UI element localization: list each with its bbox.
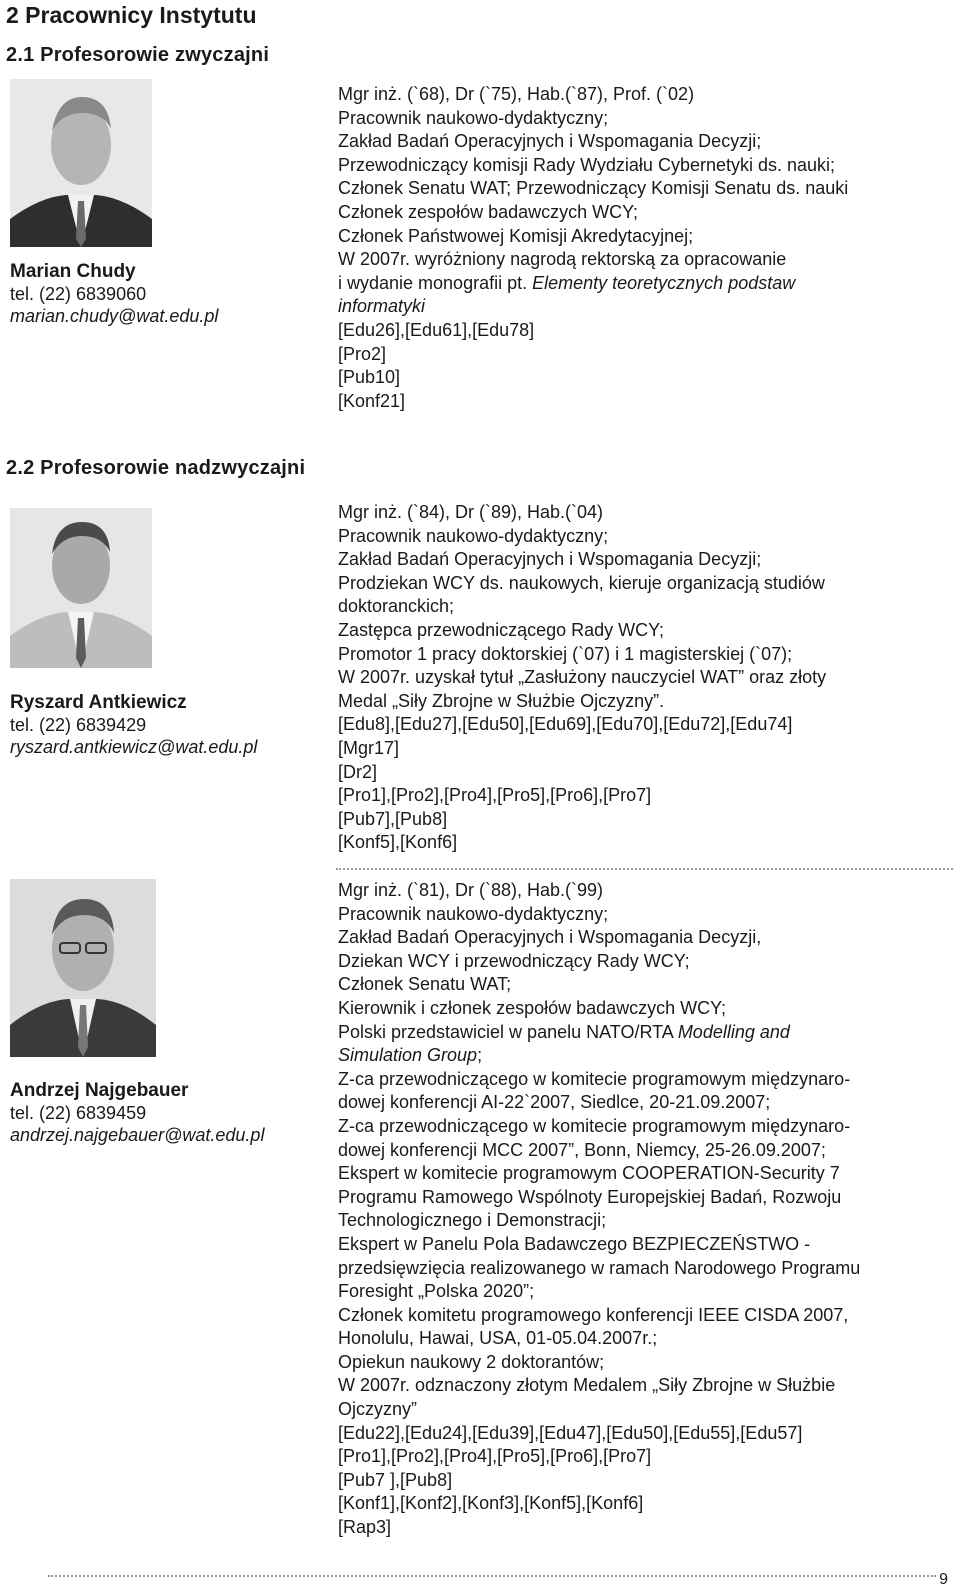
bio-line	[338, 950, 958, 974]
bio-text: Z-ca przewodniczącego w komitecie programowym międzynaro-	[338, 1115, 851, 1136]
bio-block	[338, 501, 958, 855]
bio-line	[338, 154, 958, 178]
bio-text: Ojczyzny”	[338, 1399, 418, 1420]
portrait-photo-andrzej-najgebauer	[10, 879, 156, 1057]
bio-text: Medal „Siły Zbrojne w Służbie Ojczyzny”.	[338, 690, 665, 711]
bio-text: Zakład Badań Operacyjnych i Wspomagania Decyzji;	[338, 131, 762, 152]
bio-text: [Pro1],[Pro2],[Pro4],[Pro5],[Pro6],[Pro7]	[338, 1446, 652, 1467]
bio-line	[338, 225, 958, 249]
bio-text: [Edu26],[Edu61],[Edu78]	[338, 319, 535, 340]
bio-text: Foresight „Polska 2020”;	[338, 1281, 535, 1302]
bio-line	[338, 1351, 958, 1375]
email-address: marian.chudy@wat.edu.pl	[10, 306, 219, 326]
bio-line	[338, 390, 958, 414]
bio-text: ;	[477, 1045, 483, 1066]
bio-line	[338, 1021, 958, 1045]
bio-line	[338, 83, 958, 107]
bio-line	[338, 366, 958, 390]
bio-text: Pracownik naukowo-dydaktyczny;	[338, 903, 609, 924]
bio-line	[338, 295, 958, 319]
bio-line	[338, 690, 958, 714]
bio-text: [Edu22],[Edu24],[Edu39],[Edu47],[Edu50],[Edu55],[Edu57]	[338, 1422, 803, 1443]
portrait-photo-icon	[10, 508, 152, 668]
bio-text: Elementy teoretycznych podstaw	[532, 272, 796, 293]
bio-text: [Pro2]	[338, 343, 387, 364]
bio-line	[338, 997, 958, 1021]
bio-line	[338, 1186, 958, 1210]
bio-line	[338, 737, 958, 761]
bio-line	[338, 713, 958, 737]
bio-text: Członek Senatu WAT;	[338, 974, 512, 995]
bio-text: [Edu8],[Edu27],[Edu50],[Edu69],[Edu70],[Edu72],[Edu74]	[338, 714, 793, 735]
bio-text: [Dr2]	[338, 761, 378, 782]
bio-line	[338, 1233, 958, 1257]
bio-line	[338, 1209, 958, 1233]
subsection-title-associate-professors: 2.2 Profesorowie nadzwyczajni	[6, 457, 306, 479]
bio-line	[338, 1422, 958, 1446]
bio-line	[338, 666, 958, 690]
bio-line	[338, 1280, 958, 1304]
bio-text: [Pub7],[Pub8]	[338, 808, 448, 829]
bio-line	[338, 1516, 958, 1540]
page-number: 9	[939, 1571, 948, 1588]
bio-text: informatyki	[338, 296, 426, 317]
bio-line	[338, 1257, 958, 1281]
bio-line	[338, 107, 958, 131]
bio-line	[338, 619, 958, 643]
bio-text: Mgr inż. (`68), Dr (`75), Hab.(`87), Prof. (`02)	[338, 84, 695, 104]
bio-line	[338, 1068, 958, 1092]
bio-text: Pracownik naukowo-dydaktyczny;	[338, 107, 609, 128]
bio-line	[338, 761, 958, 785]
bio-text: Mgr inż. (`84), Dr (`89), Hab.(`04)	[338, 502, 604, 522]
bio-line	[338, 177, 958, 201]
bio-line	[338, 1304, 958, 1328]
bio-line	[338, 1398, 958, 1422]
person-name: Andrzej Najgebauer	[10, 1080, 189, 1101]
bio-text: dowej konferencji AI-22`2007, Siedlce, 20-21.09.2007;	[338, 1092, 771, 1113]
bio-text: Ekspert w komitecie programowym COOPERATION-Security 7	[338, 1163, 840, 1184]
bio-line	[338, 1445, 958, 1469]
bio-block	[338, 879, 958, 1540]
bio-line	[338, 595, 958, 619]
bio-line	[338, 248, 958, 272]
portrait-photo-icon	[10, 79, 152, 247]
bio-text: [Rap3]	[338, 1517, 392, 1538]
bio-text: W 2007r. uzyskał tytuł „Zasłużony nauczyciel WAT” oraz złoty	[338, 667, 827, 688]
bio-text: [Konf21]	[338, 390, 406, 411]
bio-text: Opiekun naukowy 2 doktorantów;	[338, 1351, 605, 1372]
separator-dots	[336, 868, 953, 870]
bio-line	[338, 1091, 958, 1115]
bio-text: [Pro1],[Pro2],[Pro4],[Pro5],[Pro6],[Pro7]	[338, 785, 652, 806]
bio-line	[338, 973, 958, 997]
bio-text: Pracownik naukowo-dydaktyczny;	[338, 525, 609, 546]
bio-line	[338, 1139, 958, 1163]
bio-text: Członek Senatu WAT; Przewodniczący Komisji Senatu ds. nauki	[338, 178, 849, 199]
contact-card	[10, 261, 218, 327]
bio-line	[338, 808, 958, 832]
subsection-title-full-professors: 2.1 Profesorowie zwyczajni	[6, 44, 270, 66]
bio-line	[338, 548, 958, 572]
bio-line	[338, 130, 958, 154]
footer-separator-dots	[48, 1575, 936, 1577]
email-address: andrzej.najgebauer@wat.edu.pl	[10, 1125, 265, 1145]
bio-text: [Konf5],[Konf6]	[338, 832, 458, 853]
bio-text: Prodziekan WCY ds. naukowych, kieruje organizacją studiów	[338, 572, 825, 593]
phone-number: tel. (22) 6839060	[10, 284, 147, 304]
bio-text: Zakład Badań Operacyjnych i Wspomagania Decyzji;	[338, 549, 762, 570]
person-name: Marian Chudy	[10, 261, 136, 282]
bio-text: Zakład Badań Operacyjnych i Wspomagania Decyzji,	[338, 927, 762, 948]
bio-text: Zastępca przewodniczącego Rady WCY;	[338, 619, 664, 640]
bio-line	[338, 1044, 958, 1068]
portrait-photo-marian-chudy	[10, 79, 152, 247]
bio-text: [Pub10]	[338, 367, 401, 388]
bio-line	[338, 879, 958, 903]
bio-text: Z-ca przewodniczącego w komitecie programowym międzynaro-	[338, 1068, 851, 1089]
bio-text: Honolulu, Hawai, USA, 01-05.04.2007r.;	[338, 1328, 658, 1349]
bio-line	[338, 926, 958, 950]
bio-text: Polski przedstawiciel w panelu NATO/RTA	[338, 1021, 678, 1042]
bio-line	[338, 1492, 958, 1516]
bio-text: Członek komitetu programowego konferencji IEEE CISDA 2007,	[338, 1304, 849, 1325]
bio-text: Promotor 1 pracy doktorskiej (`07) i 1 magisterskiej (`07);	[338, 643, 793, 664]
bio-text: Członek Państwowej Komisji Akredytacyjnej;	[338, 225, 694, 246]
bio-text: W 2007r. odznaczony złotym Medalem „Siły Zbrojne w Służbie	[338, 1375, 836, 1396]
portrait-photo-icon	[10, 879, 156, 1057]
bio-text: Programu Ramowego Wspólnoty Europejskiej Badań, Rozwoju	[338, 1186, 842, 1207]
portrait-photo-ryszard-antkiewicz	[10, 508, 152, 668]
bio-line	[338, 1469, 958, 1493]
bio-line	[338, 831, 958, 855]
bio-text: [Mgr17]	[338, 737, 400, 758]
bio-text: [Pub7 ],[Pub8]	[338, 1469, 453, 1490]
bio-line	[338, 643, 958, 667]
bio-line	[338, 784, 958, 808]
bio-text: doktoranckich;	[338, 596, 455, 617]
phone-number: tel. (22) 6839459	[10, 1103, 147, 1123]
section-title: 2 Pracownicy Instytutu	[6, 2, 257, 28]
bio-line	[338, 1327, 958, 1351]
bio-text: Kierownik i członek zespołów badawczych WCY;	[338, 997, 726, 1018]
bio-text: i wydanie monografii pt.	[338, 272, 533, 293]
bio-line	[338, 572, 958, 596]
bio-text: [Konf1],[Konf2],[Konf3],[Konf5],[Konf6]	[338, 1493, 644, 1514]
bio-text: Mgr inż. (`81), Dr (`88), Hab.(`99)	[338, 880, 604, 900]
phone-number: tel. (22) 6839429	[10, 715, 147, 735]
bio-line	[338, 343, 958, 367]
contact-card	[10, 692, 257, 758]
bio-text: Modelling and	[677, 1021, 790, 1042]
bio-line	[338, 1115, 958, 1139]
person-name: Ryszard Antkiewicz	[10, 692, 187, 713]
bio-text: Członek zespołów badawczych WCY;	[338, 201, 638, 222]
bio-text: Ekspert w Panelu Pola Badawczego BEZPIECZEŃSTWO -	[338, 1233, 811, 1254]
bio-text: Przewodniczący komisji Rady Wydziału Cybernetyki ds. nauki;	[338, 154, 836, 175]
bio-block	[338, 83, 958, 413]
bio-line	[338, 525, 958, 549]
bio-text: W 2007r. wyróżniony nagrodą rektorską za opracowanie	[338, 249, 787, 270]
bio-text: Technologicznego i Demonstracji;	[338, 1210, 607, 1231]
bio-line	[338, 272, 958, 296]
bio-line	[338, 903, 958, 927]
bio-line	[338, 1374, 958, 1398]
bio-line	[338, 201, 958, 225]
email-address: ryszard.antkiewicz@wat.edu.pl	[10, 737, 258, 757]
bio-text: Dziekan WCY i przewodniczący Rady WCY;	[338, 950, 690, 971]
bio-text: dowej konferencji MCC 2007”, Bonn, Niemcy, 25-26.09.2007;	[338, 1139, 826, 1160]
bio-line	[338, 501, 958, 525]
contact-card	[10, 1080, 264, 1146]
bio-text: przedsięwzięcia realizowanego w ramach Narodowego Programu	[338, 1257, 861, 1278]
bio-line	[338, 319, 958, 343]
bio-line	[338, 1162, 958, 1186]
bio-text: Simulation Group	[338, 1045, 478, 1066]
